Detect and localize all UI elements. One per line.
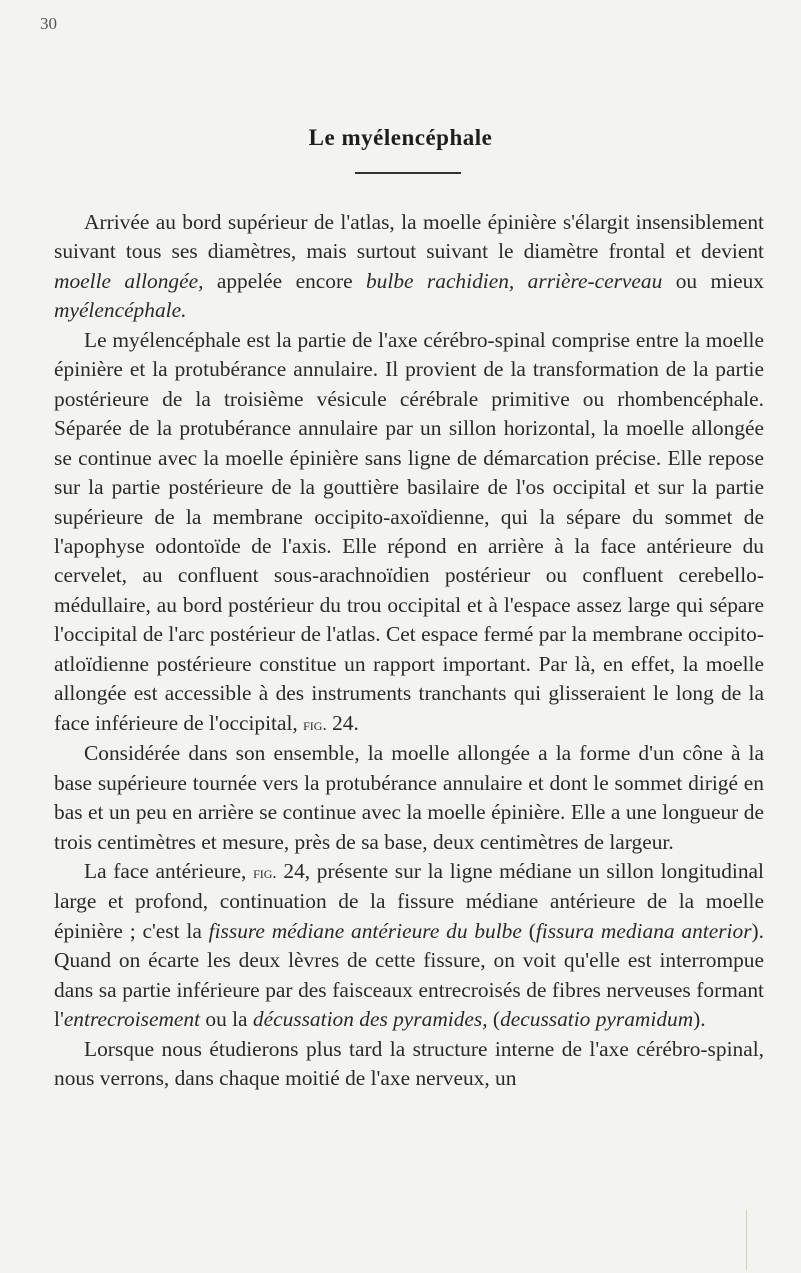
text-run: Considérée dans son ensemble, la moelle allongée a la forme d'un cône à la base supérieure tournée vers la protubérance annulaire et dont le sommet dirigé en bas et un peu en arrière se continue avec la moelle épinière. Elle a une longueur de trois centimètres et mesure, près de sa base, deux centimètres de largeur. xyxy=(54,741,764,854)
italic-text: fissure médiane antérieure du bulbe xyxy=(208,918,522,943)
text-run: ou la xyxy=(200,1007,253,1032)
text-run: appelée encore xyxy=(203,268,366,293)
italic-text: arrière-cerveau xyxy=(527,268,663,293)
paragraph xyxy=(54,739,764,857)
page-number: 30 xyxy=(40,14,57,33)
italic-text: fissura mediana anterior xyxy=(535,918,752,943)
italic-text: bulbe rachidien, xyxy=(365,268,515,293)
text-run: ). xyxy=(693,1007,706,1032)
page-title: Le myélencéphale xyxy=(308,125,493,150)
text-run: 24. xyxy=(326,710,359,735)
italic-text: entrecroisement xyxy=(63,1007,201,1032)
text-run: ou mieux xyxy=(662,268,764,293)
italic-text: moelle allongée, xyxy=(54,268,204,293)
figure-ref: fig. xyxy=(303,714,327,734)
title-rule xyxy=(355,172,461,174)
figure-ref: fig. xyxy=(253,862,277,882)
text-run: La face antérieure, xyxy=(84,858,254,883)
text-run: 24, présente sur la ligne médiane un sillon longitudinal large et profond, continuation de la fissure médiane antérieure de la moelle épinière ; c'est la xyxy=(54,858,764,943)
text-run: ). Quand on écarte les deux lèvres de cette fissure, on voit qu'elle est interrompue dans sa partie inférieure par des faisceaux entrecroisés de fibres nerveuses formant l' xyxy=(54,918,764,1032)
paragraph xyxy=(54,326,764,739)
text-run: Lorsque nous étudierons plus tard la structure interne de l'axe cérébro-spinal, nous verrons, dans chaque moitié de l'axe nerveux, un xyxy=(54,1036,764,1091)
italic-text: decussatio pyramidum xyxy=(500,1007,694,1032)
text-run xyxy=(514,269,527,293)
text-run: ( xyxy=(521,918,536,943)
text-run: ( xyxy=(487,1007,501,1032)
text-run: Le myélencéphale est la partie de l'axe cérébro-spinal comprise entre la moelle épinière et la protubérance annulaire. Il provient de la transformation de la partie postérieure de la troisième vésicule cérébrale primitive ou rhombencéphale. Séparée de la protubérance annulaire par un sillon horizontal, la moelle allongée se continue avec la moelle épinière sans ligne de démarcation précise. Elle repose sur la partie postérieure de la gouttière basilaire de l'os occipital et sur la partie supérieure de la membrane occipito-axoïdienne, qui la sépare du sommet de l'apophyse odontoïde de l'axis. Elle répond en arrière à la face antérieure du cervelet, au confluent sous-arachnoïdien postérieur ou confluent cerebello-médullaire, au bord postérieur du trou occipital et à l'espace assez large qui sépare l'occipital de l'arc postérieur de l'atlas. Cet espace fermé par la membrane occipito-atloïdienne postérieure constitue un rapport important. Par là, en effet, la moelle allongée est accessible à des instruments tranchants qui glisseraient le long de la face inférieure de l'occipital, xyxy=(54,327,764,735)
gutter-line xyxy=(746,1210,747,1270)
text-run: Arrivée au bord supérieur de l'atlas, la moelle épinière s'élargit insensiblement suivant tous ses diamètres, mais surtout suivant le diamètre frontal et devient xyxy=(54,210,764,264)
body-text xyxy=(54,208,764,1094)
paragraph xyxy=(54,857,764,1035)
paragraph xyxy=(54,1035,764,1094)
paragraph xyxy=(54,208,764,326)
italic-text: décussation des pyramides, xyxy=(252,1007,488,1032)
italic-text: myélencéphale. xyxy=(54,298,187,323)
